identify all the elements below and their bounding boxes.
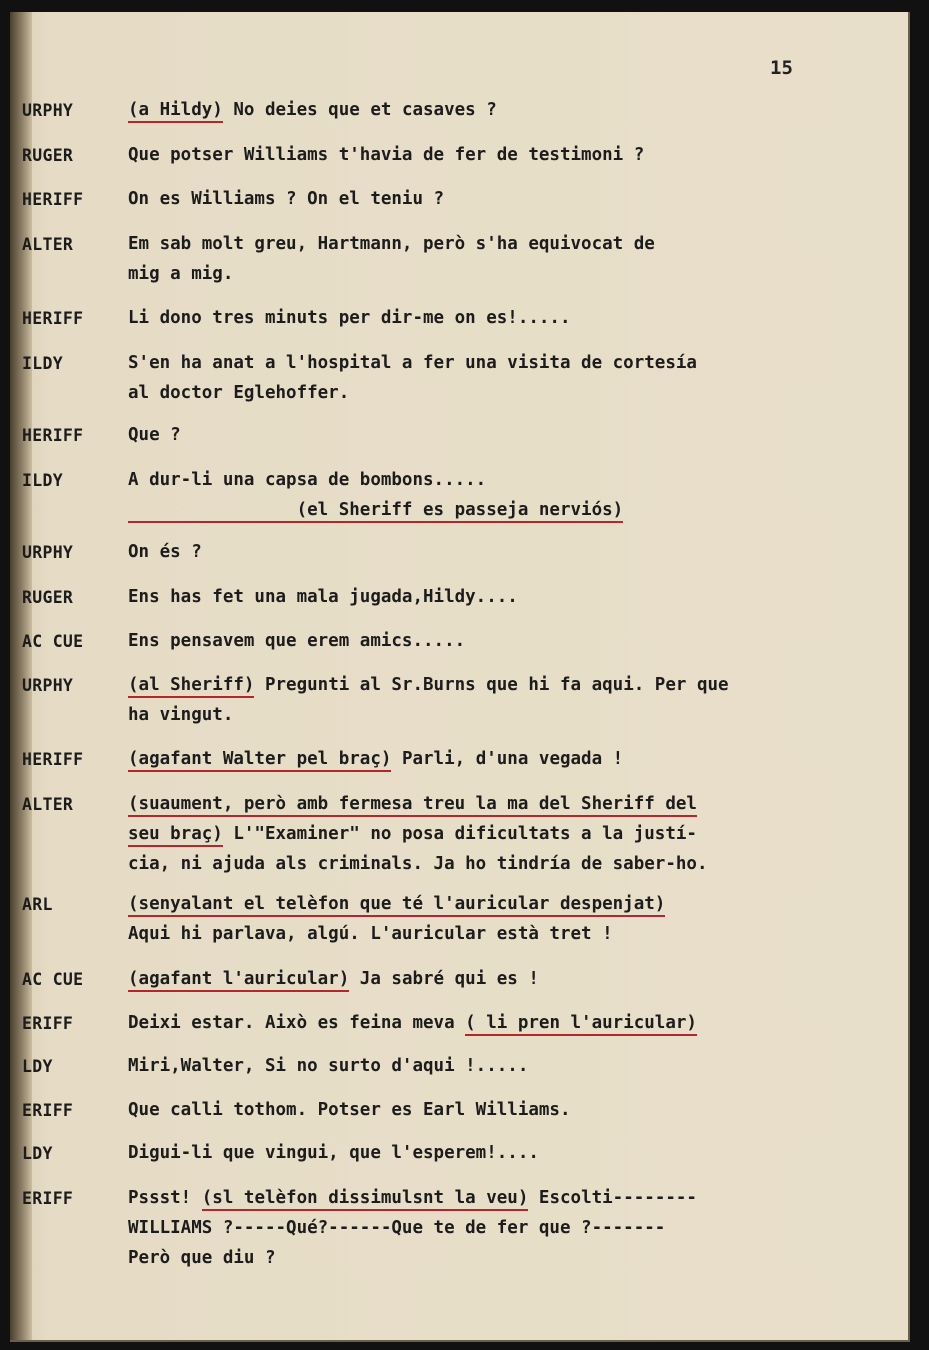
dialogue-line xyxy=(128,1056,528,1076)
speaker-name: HERIFF xyxy=(22,309,84,328)
dialogue-text: A dur-li una capsa de bombons..... xyxy=(128,470,487,490)
speaker-name: ILDY xyxy=(22,354,63,373)
dialogue-text: Però que diu ? xyxy=(128,1248,276,1268)
dialogue-line xyxy=(128,1013,697,1033)
speaker-name: ERIFF xyxy=(22,1189,74,1208)
dialogue-text: Miri,Walter, Si no surto d'aqui !..... xyxy=(128,1056,529,1076)
speaker-name: HERIFF xyxy=(22,750,84,769)
dialogue-line xyxy=(128,894,665,914)
dialogue-line xyxy=(128,794,697,814)
dialogue-line xyxy=(128,631,465,651)
speaker-name: ALTER xyxy=(22,795,74,814)
dialogue-line xyxy=(128,145,644,165)
dialogue-line xyxy=(128,705,233,725)
stage-direction: (agafant Walter pel braç) xyxy=(128,749,391,772)
dialogue-line xyxy=(128,189,444,209)
dialogue-text: Escolti-------- xyxy=(528,1188,697,1208)
stage-direction: (el Sheriff es passeja nerviós) xyxy=(128,500,623,523)
dialogue-line xyxy=(128,353,697,373)
stage-direction: (al Sheriff) xyxy=(128,675,254,698)
dialogue-text: Pssst! xyxy=(128,1188,202,1208)
speaker-name: HERIFF xyxy=(22,426,84,445)
dialogue-text: Em sab molt greu, Hartmann, però s'ha equivocat de xyxy=(128,234,655,254)
speaker-name: AC CUE xyxy=(22,970,84,989)
speaker-name: ILDY xyxy=(22,471,63,490)
speaker-name: LDY xyxy=(22,1057,53,1076)
speaker-name: RUGER xyxy=(22,588,74,607)
dialogue-line xyxy=(128,675,729,695)
dialogue-text: Aqui hi parlava, algú. L'auricular està tret ! xyxy=(128,924,613,944)
speaker-name: RUGER xyxy=(22,146,74,165)
dialogue-text: Que calli tothom. Potser es Earl Williams. xyxy=(128,1100,571,1120)
dialogue-text: S'en ha anat a l'hospital a fer una visita de cortesía xyxy=(128,353,697,373)
dialogue-text: On es Williams ? On el teniu ? xyxy=(128,189,445,209)
dialogue-line xyxy=(128,425,181,445)
speaker-name: HERIFF xyxy=(22,190,84,209)
speaker-name: ARL xyxy=(22,895,53,914)
dialogue-line xyxy=(128,542,202,562)
stage-direction: (suaument, però amb fermesa treu la ma del Sheriff del xyxy=(128,794,697,817)
typescript-page xyxy=(10,12,910,1342)
dialogue-line xyxy=(128,924,613,944)
speaker-name: URPHY xyxy=(22,676,74,695)
dialogue-line xyxy=(128,587,518,607)
stage-direction: (senyalant el telèfon que té l'auricular despenjat) xyxy=(128,894,665,917)
dialogue-line xyxy=(128,234,655,254)
dialogue-text: Ens has fet una mala jugada,Hildy.... xyxy=(128,587,518,607)
stage-direction: (sl telèfon dissimulsnt la veu) xyxy=(202,1188,529,1211)
stage-direction: ( li pren l'auricular) xyxy=(465,1013,697,1036)
dialogue-line xyxy=(128,1188,697,1208)
dialogue-line xyxy=(128,500,623,520)
speaker-name: ERIFF xyxy=(22,1014,74,1033)
speaker-name: LDY xyxy=(22,1144,53,1163)
dialogue-text: L'"Examiner" no posa dificultats a la justí- xyxy=(222,824,697,844)
dialogue-line xyxy=(128,1248,276,1268)
dialogue-text: Que potser Williams t'havia de fer de testimoni ? xyxy=(128,145,645,165)
dialogue-text: Ens pensavem que erem amics..... xyxy=(128,631,466,651)
dialogue-line xyxy=(128,1143,539,1163)
stage-direction: seu braç) xyxy=(128,824,223,847)
speaker-name: URPHY xyxy=(22,101,74,120)
dialogue-line xyxy=(128,383,349,403)
dialogue-text: cia, ni ajuda als criminals. Ja ho tindría de saber-ho. xyxy=(128,854,708,874)
dialogue-text: Pregunti al Sr.Burns que hi fa aqui. Per que xyxy=(254,675,729,695)
dialogue-text: Parli, d'una vegada ! xyxy=(391,749,624,769)
dialogue-line xyxy=(128,969,539,989)
dialogue-line xyxy=(128,100,497,120)
dialogue-line xyxy=(128,1218,665,1238)
speaker-name: URPHY xyxy=(22,543,74,562)
page-number: 15 xyxy=(770,57,793,79)
dialogue-text: al doctor Eglehoffer. xyxy=(128,383,350,403)
stage-direction: (a Hildy) xyxy=(128,100,223,123)
dialogue-line xyxy=(128,1100,571,1120)
dialogue-line xyxy=(128,749,623,769)
dialogue-line xyxy=(128,264,233,284)
dialogue-text: On és ? xyxy=(128,542,202,562)
dialogue-text: Digui-li que vingui, que l'esperem!.... xyxy=(128,1143,539,1163)
dialogue-text: ha vingut. xyxy=(128,705,234,725)
stage-direction: (agafant l'auricular) xyxy=(128,969,349,992)
dialogue-text: Que ? xyxy=(128,425,181,445)
dialogue-line xyxy=(128,824,697,844)
speaker-name: ALTER xyxy=(22,235,74,254)
dialogue-line xyxy=(128,470,486,490)
dialogue-text: Li dono tres minuts per dir-me on es!..... xyxy=(128,308,571,328)
dialogue-line xyxy=(128,308,571,328)
speaker-name: AC CUE xyxy=(22,632,84,651)
dialogue-text: Ja sabré qui es ! xyxy=(349,969,539,989)
dialogue-line xyxy=(128,854,707,874)
dialogue-text: No deies que et casaves ? xyxy=(222,100,497,120)
dialogue-text: WILLIAMS ?-----Qué?------Que te de fer que ?------- xyxy=(128,1218,666,1238)
dialogue-text: Deixi estar. Això es feina meva xyxy=(128,1013,466,1033)
speaker-name: ERIFF xyxy=(22,1101,74,1120)
dialogue-text: mig a mig. xyxy=(128,264,234,284)
